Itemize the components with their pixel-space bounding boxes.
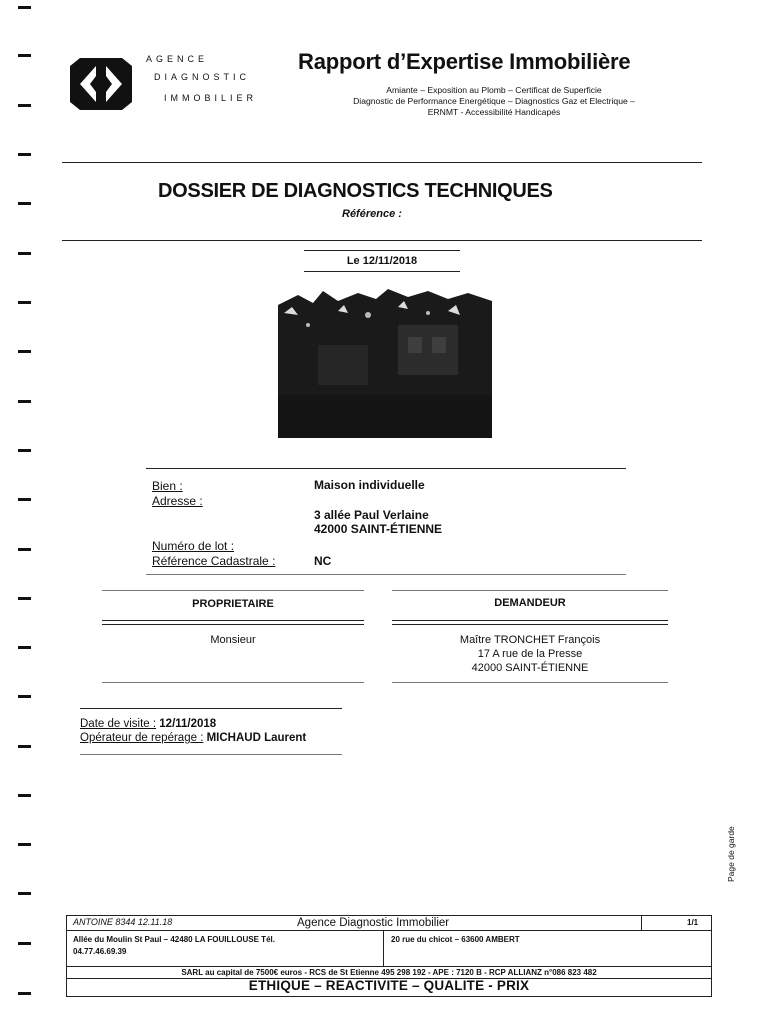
visit-date-value: 12/11/2018 (159, 718, 217, 730)
reference-label: Référence : (342, 208, 402, 220)
property-top-divider (146, 468, 626, 469)
owner-name: Monsieur (210, 634, 256, 646)
footer-address-left: Allée du Moulin St Paul – 42480 LA FOUILLOUSE Tél. (73, 935, 275, 944)
footer-agency-name: Agence Diagnostic Immobilier (297, 917, 450, 929)
owner-header: PROPRIETAIRE (192, 598, 274, 610)
requester-header-divider-a (392, 620, 668, 621)
dossier-title: DOSSIER DE DIAGNOSTICS TECHNIQUES (158, 180, 553, 202)
visit-date-label: Date de visite : (80, 718, 157, 730)
cadastre-value: NC (314, 554, 332, 568)
report-title: Rapport d’Expertise Immobilière (298, 49, 631, 74)
report-date: Le 12/11/2018 (304, 250, 460, 272)
adresse-line-1: 3 allée Paul Verlaine (314, 508, 429, 522)
owner-bottom-divider (102, 682, 364, 683)
requester-header-divider-b (392, 624, 668, 625)
visit-top-divider (80, 708, 342, 709)
requester-name: Maître TRONCHET François (459, 634, 601, 646)
services-line-2: Diagnostic de Performance Energétique – Diagnostics Gaz et Electrique – (353, 96, 635, 106)
agency-logo (66, 56, 136, 112)
property-bottom-divider (146, 574, 626, 575)
owner-header-divider-b (102, 624, 364, 625)
visit-date-row (80, 717, 216, 731)
requester-bottom-divider (392, 682, 668, 683)
footer-box (66, 915, 712, 997)
adresse-label: Adresse : (152, 494, 203, 508)
services-line-3: ERNMT - Accessibilité Handicapés (427, 107, 561, 117)
logo-text-immobilier: IMMOBILIER (164, 93, 258, 103)
side-page-label: Page de garde (726, 826, 736, 882)
operator-label: Opérateur de repérage : (80, 732, 204, 744)
visit-bottom-divider (80, 754, 342, 755)
cadastre-label: Référence Cadastrale : (152, 554, 276, 568)
lot-label: Numéro de lot : (152, 539, 235, 553)
footer-page-number: 1/1 (687, 918, 699, 927)
title-divider (62, 240, 702, 241)
footer-phone: 04.77.46.69.39 (73, 947, 127, 956)
services-line-1: Amiante – Exposition au Plomb – Certificat de Superficie (386, 85, 602, 95)
footer-file-ref: ANTOINE 8344 12.11.18 (73, 917, 173, 927)
footer-legal: SARL au capital de 7500€ euros - RCS de St Etienne 495 298 192 - APE : 7120 B - RCP ALLIANZ n°086 823 482 (181, 968, 597, 977)
adresse-line-2: 42000 SAINT-ÉTIENNE (314, 522, 443, 536)
logo-text-diagnostic: DIAGNOSTIC (154, 72, 251, 82)
footer-slogan: ETHIQUE – REACTIVITE – QUALITE - PRIX (248, 978, 530, 993)
owner-header-divider-a (102, 620, 364, 621)
operator-row (80, 731, 306, 745)
bien-label: Bien : (152, 479, 183, 493)
requester-block (392, 633, 668, 675)
operator-value: MICHAUD Laurent (206, 732, 307, 744)
house-photo-image (278, 285, 492, 438)
requester-street: 17 A rue de la Presse (477, 648, 583, 660)
bien-value: Maison individuelle (314, 478, 425, 492)
requester-top-divider (392, 590, 668, 591)
logo-text-agence: AGENCE (146, 54, 209, 64)
header-divider (62, 162, 702, 163)
footer-address-right: 20 rue du chicot – 63600 AMBERT (391, 935, 520, 944)
requester-header: DEMANDEUR (494, 597, 566, 609)
owner-top-divider (102, 590, 364, 591)
property-photo (278, 285, 492, 438)
services-list (296, 85, 692, 118)
logo-emblem-icon (66, 56, 136, 112)
requester-city: 42000 SAINT-ÉTIENNE (471, 662, 589, 674)
